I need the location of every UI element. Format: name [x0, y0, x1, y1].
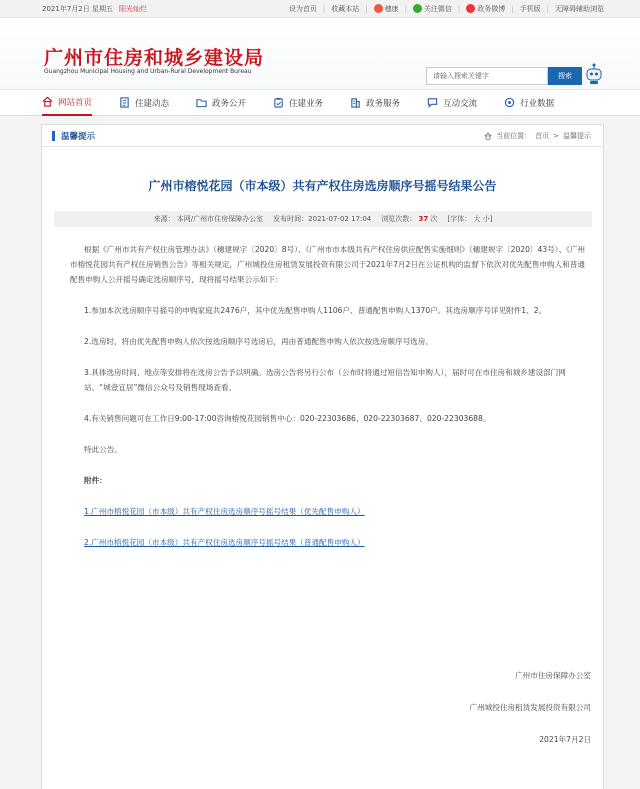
clipboard-icon [273, 97, 284, 108]
top-bar: 2021年7月2日 星期五 阳光灿烂 设为首页 | 收藏本站 | 穗康 | 关注微信 | 政务微博 | 手机版 | 无障碍辅助浏览 [0, 0, 640, 18]
paragraph: 1.参加本次选房顺序号摇号的申购家庭共2476户，其中优先配售申购人1106户、普通配售申购人1370户。其选房顺序号详见附件1、2。 [84, 306, 547, 315]
nav-item-business[interactable]: 住建业务 [273, 90, 323, 116]
breadcrumb-current: 温馨提示 [563, 131, 591, 140]
article-source: 来源： 本网/广州市住房保障办公室 [153, 215, 264, 223]
attachment-link-1[interactable]: 1.广州市榕悦花园（市本级）共有产权住房选房顺序号摇号结果（优先配售申购人） [84, 507, 365, 516]
chat-bubble-icon [427, 97, 438, 108]
building-icon [350, 97, 361, 108]
weibo-icon [466, 4, 475, 13]
font-size-control: [字体： 大 小] [447, 215, 493, 223]
attachment-link-2[interactable]: 2.广州市榕悦花园（市本级）共有产权住房选房顺序号摇号结果（普通配售申购人） [84, 538, 365, 547]
signoff-date: 2021年7月2日 [539, 735, 591, 744]
wechat-link[interactable]: 关注微信 [413, 4, 452, 14]
nav-item-home[interactable]: 网站首页 [42, 90, 92, 116]
article-time: 发布时间：2021-07-02 17:04 [273, 215, 372, 223]
set-homepage-link[interactable]: 设为首页 [288, 4, 317, 13]
article-meta [54, 211, 592, 227]
font-large-button[interactable]: 大 [473, 215, 481, 223]
article-panel [41, 124, 604, 789]
mobile-link[interactable]: 手机版 [519, 4, 541, 13]
paragraph: 4.有关销售问题可在工作日9:00-17:00咨询榕悦花园销售中心：020-22303686、020-22303687、020-22303688。 [84, 414, 491, 423]
font-small-button[interactable]: 小 [482, 215, 490, 223]
paragraph: 特此公告。 [84, 445, 122, 454]
search-button[interactable]: 搜索 [548, 67, 582, 85]
suikang-icon [374, 4, 383, 13]
data-gear-icon [504, 97, 515, 108]
accessibility-link[interactable]: 无障碍辅助浏览 [555, 4, 604, 13]
bookmark-link[interactable]: 收藏本站 [331, 4, 360, 13]
weibo-link[interactable]: 政务微博 [466, 4, 505, 14]
site-header [0, 18, 640, 90]
section-accent-bar [52, 131, 55, 141]
nav-item-industry-data[interactable]: 行业数据 [504, 90, 554, 116]
breadcrumb: 当前位置： 首页 > 温馨提示 [484, 131, 591, 141]
paragraph: 2.选房时，将由优先配售申购人依次按选房顺序号选房后，再由普通配售申购人依次按选房顺序号选房。 [84, 337, 433, 346]
breadcrumb-home-icon [484, 132, 492, 140]
signoff-office: 广州市住房保障办公室 [515, 671, 591, 680]
paragraph: 根据《广州市共有产权住房管理办法》（穗建规字〔2020〕8号）、《广州市市本级共有产权住房供应配售实施细则》（穗建规字〔2020〕43号）、《广州市榕悦花园共有产权住房销售公告》等相关规定，广州城投住房租赁发展投资有限公司于2021年7月2日在公证机构的监督下依次对优先配售申购人和普通配售申购人公开摇号确定选房顺序号，现将摇号结果公示如下： [70, 245, 586, 284]
current-date: 2021年7月2日 星期五 [42, 4, 113, 13]
nav-item-interaction[interactable]: 互动交流 [427, 90, 477, 116]
search-input[interactable]: 请输入搜索关键字 [426, 67, 548, 85]
view-count: 浏览次数： 37 次 [381, 215, 438, 223]
main-nav [0, 90, 640, 116]
nav-item-news[interactable]: 住建动态 [119, 90, 169, 116]
breadcrumb-home[interactable]: 首页 [535, 131, 550, 140]
nav-item-gov-info[interactable]: 政务公开 [196, 90, 246, 116]
site-logo-english: Guangzhou Municipal Housing and Urban-Rural Development Bureau [44, 68, 252, 75]
wechat-icon [413, 4, 422, 13]
section-header [42, 125, 603, 147]
signoff-company: 广州城投住房租赁发展投资有限公司 [469, 703, 591, 712]
weather-text: 阳光灿烂 [118, 4, 147, 13]
article-title: 广州市榕悦花园（市本级）共有产权住房选房顺序号摇号结果公告 [148, 179, 497, 193]
robot-assistant-icon[interactable] [585, 63, 603, 85]
site-logo-text[interactable]: 广州市住房和城乡建设局 [44, 47, 265, 69]
suikang-link[interactable]: 穗康 [374, 4, 399, 14]
folder-icon [196, 97, 207, 108]
article-body [70, 242, 592, 566]
home-icon [42, 96, 53, 107]
section-title: 温馨提示 [61, 131, 96, 142]
document-icon [119, 97, 130, 108]
attachments-label: 附件： [84, 476, 107, 485]
nav-item-services[interactable]: 政务服务 [350, 90, 400, 116]
paragraph: 3.具体选房时间、地点等安排将在选房公告予以明确。选房公告将另行公布（公布时将通过短信告知申购人），届时可在市住房和城乡建设部门网站、“城壹宜居”微信公众号及销售现场查看。 [84, 368, 566, 392]
